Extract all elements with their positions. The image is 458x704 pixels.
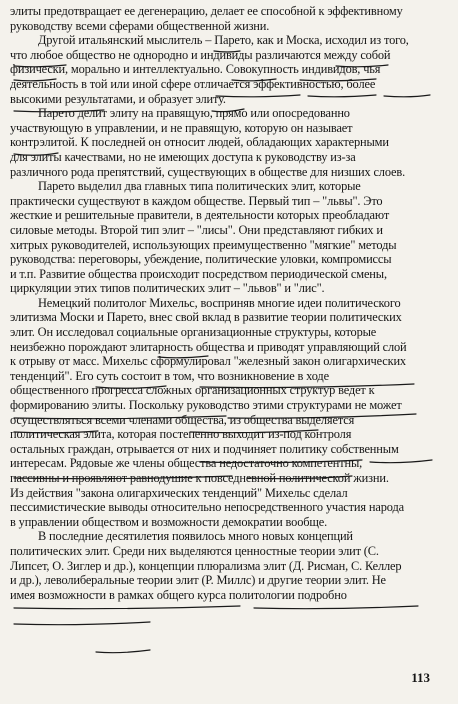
text-line: политических элит. Среди них выделяются ценностные теории элит (С. xyxy=(10,543,379,558)
text-line: пессимистические выводы относительно непосредственного участия народа xyxy=(10,500,404,515)
paragraph-start: В последние десятилетия появилось много новых концепций xyxy=(38,529,353,544)
text-line: Липсет, О. Зиглер и др.), концепции плюрализма элит (Д. Рисман, С. Келлер xyxy=(10,558,402,573)
paragraph-start: Немецкий политолог Михельс, восприняв многие идеи политического xyxy=(38,295,401,310)
text-line: хитрых руководителей, использующих преимущественно "мягкие" методы xyxy=(10,237,397,252)
text-line: остальных граждан, отрывается от них и подчиняет политику собственным xyxy=(10,441,399,456)
text-line: общественного прогресса сложных организационных структур ведет к xyxy=(10,383,375,398)
text-line: и др.), леволиберальные теории элит (Р. Миллс) и другие теории элит. Не xyxy=(10,573,386,588)
paragraph-start: Парето выделил два главных типа политических элит, которые xyxy=(38,179,361,194)
paragraph-start: Парето делит элиту на правящую, прямо или опосредованно xyxy=(38,106,350,121)
text-line: практически существуют в каждом обществе. Первый тип – "львы". Это xyxy=(10,193,383,208)
page-number: 113 xyxy=(411,670,430,685)
text-line: имея возможности в рамках общего курса политологии подробно xyxy=(10,587,347,602)
text-line: высокими результатами, и образует элиту. xyxy=(10,91,226,106)
text-line: неизбежно порождают элитарность общества и приводят управляющий слой xyxy=(10,339,407,354)
text-line: циркуляции этих типов политических элит – "львов" и "лис". xyxy=(10,281,325,296)
text-line: элиты предотвращает ее дегенерацию, делает ее способной к эффективному xyxy=(10,4,403,18)
text-line: осуществляться всеми членами общества, из общества выделяется xyxy=(10,412,355,427)
text-line: участвующую в управлении, и не правящую, которую он называет xyxy=(10,120,353,135)
text-line: руководства: переговоры, убеждение, политические уловки, компромиссы xyxy=(10,252,392,267)
text-line: элитизма Моски и Парето, внес свой вклад в развитие теории политических xyxy=(10,310,402,325)
text-line: к отрыву от масс. Михельс сформулировал "железный закон олигархических xyxy=(10,354,406,369)
text-line: руководству всеми сферами общественной жизни. xyxy=(10,18,270,33)
text-line: и т.п. Развитие общества происходит посредством периодической смены, xyxy=(10,266,387,281)
text-line: жесткие и решительные правители, в деятельности которых преобладают xyxy=(10,208,390,223)
text-line: различного рода препятствий, существующих в обществе для низших слоев. xyxy=(10,164,406,179)
text-line: силовые методы. Второй тип элит – "лисы". Они представляют гибких и xyxy=(10,222,383,237)
text-line: политическая элита, которая постепенно выходит из-под контроля xyxy=(10,427,352,442)
text-line: в управлении обществом и возможности демократии вообще. xyxy=(10,514,328,529)
body-text xyxy=(10,4,448,602)
text-line: деятельность в той или иной сфере отличается эффективностью, более xyxy=(10,76,376,91)
paragraph-start: Другой итальянский мыслитель – Парето, как и Моска, исходил из того, xyxy=(38,33,409,48)
text-line: для элиты качествами, но не имеющих доступа к руководству из-за xyxy=(10,149,356,164)
text-line: физически, морально и интеллектуально. Совокупность индивидов, чья xyxy=(10,62,381,77)
text-line: элит. Он исследовал социальные организационные структуры, которые xyxy=(10,325,377,340)
text-line: Из действия "закона олигархических тенденций" Михельс сделал xyxy=(10,485,348,500)
text-line: тенденций". Его суть состоит в том, что возникновение в ходе xyxy=(10,368,329,383)
text-line: контрэлитой. К последней он относит людей, обладающих характерными xyxy=(10,135,389,150)
text-line: интересам. Рядовые же члены общества недостаточно компетентны, xyxy=(10,456,363,471)
text-line: формированию элиты. Поскольку руководство этими структурами не может xyxy=(10,398,402,413)
text-line: что любое общество не однородно и индивиды различаются между собой xyxy=(10,47,391,62)
text-line: пассивны и проявляют равнодушие к повседневной политической жизни. xyxy=(10,471,389,485)
